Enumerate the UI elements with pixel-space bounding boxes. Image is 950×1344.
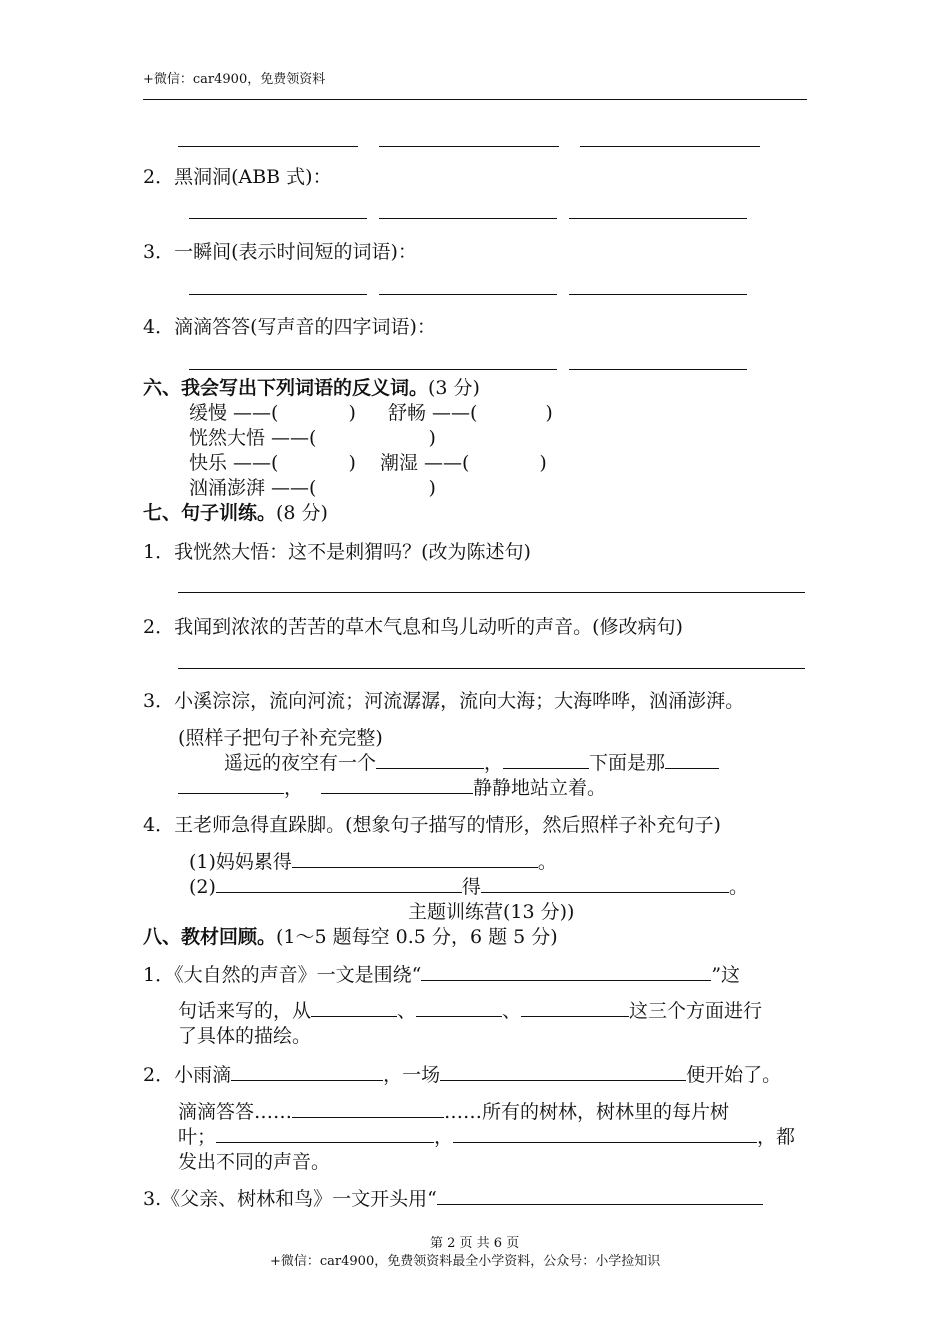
sentence-text: 3.《父亲、树林和鸟》一文开头用“ [143, 1188, 437, 1210]
section-6-title-text: 六、我会写出下列词语的反义词。 [143, 377, 429, 399]
section-7-title [143, 498, 328, 525]
question-7-4: 4．王老师急得直跺脚。(想象句子描写的情形，然后照样子补充句子) [143, 814, 721, 836]
antonym-word: 缓慢 ——( [189, 402, 279, 424]
antonym-word: 舒畅 ——( [387, 402, 478, 424]
fill-blank[interactable] [231, 1079, 383, 1081]
footer-note: +微信：car4900，免费领资料最全小学资料，公众号：小学捡知识 [270, 1254, 661, 1269]
antonym-word: 潮湿 ——( [379, 452, 470, 474]
question-8-1 [143, 960, 740, 987]
question-8-3 [143, 1184, 763, 1211]
question-7-1: 1．我恍然大悟：这不是刺猬吗？(改为陈述句) [143, 541, 531, 563]
sentence-text: ，都 [757, 1126, 796, 1148]
fill-blank[interactable] [503, 767, 589, 769]
sentence-text: 、 [397, 1000, 417, 1022]
antonym-row-4 [189, 473, 436, 500]
sentence-text: 、 [502, 1000, 522, 1022]
sentence-text: 1．《大自然的声音》一文是围绕“ [143, 964, 422, 986]
question-8-2-line-b [178, 1097, 729, 1124]
section-8-score: (1～5 题每空 0.5 分，6 题 5 分) [276, 926, 558, 948]
fill-blank[interactable] [292, 1116, 444, 1118]
paren-close: ) [428, 427, 436, 449]
sentence-text: 下面是那 [589, 752, 666, 774]
theme-camp-heading: 主题训练营(13 分)) [408, 901, 575, 923]
fill-blank[interactable] [421, 979, 711, 981]
question-7-3-instruction: (照样子把句子补充完整) [178, 727, 383, 749]
fill-blank[interactable] [311, 1015, 397, 1017]
answer-line[interactable] [569, 369, 747, 370]
answer-line[interactable] [178, 592, 805, 593]
fill-blank[interactable] [440, 1079, 686, 1081]
fill-blank[interactable] [481, 891, 729, 893]
question-7-3: 3．小溪淙淙，流向河流；河流潺潺，流向大海；大海哗哗，汹涌澎湃。 [143, 690, 745, 712]
answer-line[interactable] [379, 218, 557, 219]
sentence-text: 句话来写的，从 [178, 1000, 312, 1022]
sentence-text: 遥远的夜空有一个 [224, 752, 377, 774]
paren-close: ) [348, 452, 356, 474]
sentence-text: ……所有的树林，树林里的每片树 [444, 1101, 730, 1123]
answer-line[interactable] [178, 146, 358, 147]
antonym-word: 恍然大悟 ——( [189, 427, 317, 449]
sentence-text: (1)妈妈累得 [189, 851, 292, 873]
answer-line[interactable] [178, 668, 805, 669]
question-7-4-2 [189, 872, 748, 899]
fill-blank[interactable] [453, 1141, 757, 1143]
sentence-text: ， [484, 752, 504, 774]
page-number: 第 2 页 共 6 页 [430, 1236, 520, 1251]
paren-close: ) [348, 402, 356, 424]
question-8-2-line-d: 发出不同的声音。 [178, 1151, 331, 1173]
section-7-score: (8 分) [276, 502, 328, 524]
sentence-text: 叶； [178, 1126, 217, 1148]
question-8-2 [143, 1060, 781, 1087]
fill-blank[interactable] [292, 866, 538, 868]
sentence-text: 静静地站立着。 [473, 777, 607, 799]
answer-line[interactable] [569, 294, 747, 295]
sentence-text: 2．小雨滴 [143, 1064, 232, 1086]
sentence-text: 得 [461, 876, 481, 898]
answer-line[interactable] [189, 218, 367, 219]
sentence-text: ”这 [711, 964, 741, 986]
fill-blank[interactable] [321, 792, 473, 794]
question-7-2: 2．我闻到浓浓的苦苦的草木气息和鸟儿动听的声音。(修改病句) [143, 616, 683, 638]
answer-line[interactable] [379, 146, 559, 147]
question-8-2-line-c [178, 1122, 795, 1149]
fill-blank[interactable] [376, 767, 484, 769]
question-8-1-line-b [178, 996, 762, 1023]
antonym-row-1 [189, 398, 553, 425]
answer-line[interactable] [379, 294, 557, 295]
header-note: +微信：car4900，免费领资料 [143, 72, 326, 87]
fill-blank[interactable] [416, 1015, 502, 1017]
sentence-text: ，一场 [383, 1064, 441, 1086]
fill-blank[interactable] [521, 1015, 629, 1017]
sentence-text: 这三个方面进行 [629, 1000, 763, 1022]
sentence-text: (2) [189, 876, 216, 898]
question-7-3-line-b [178, 773, 606, 800]
header-rule [143, 99, 807, 100]
section-6-score: (3 分) [428, 377, 480, 399]
sentence-text: 。 [537, 851, 557, 873]
question-8-1-line-c: 了具体的描绘。 [178, 1025, 312, 1047]
question-5-2: 2．黑洞洞(ABB 式)： [143, 166, 332, 188]
question-5-4: 4．滴滴答答(写声音的四字词语)： [143, 316, 436, 338]
antonym-row-3 [189, 448, 547, 475]
answer-line[interactable] [580, 146, 760, 147]
section-8-title-text: 八、教材回顾。 [143, 926, 277, 948]
fill-blank[interactable] [216, 891, 462, 893]
question-7-3-line-a [224, 748, 719, 775]
fill-blank[interactable] [665, 767, 719, 769]
section-7-title-text: 七、句子训练。 [143, 502, 277, 524]
sentence-text: 。 [728, 876, 748, 898]
fill-blank[interactable] [178, 792, 284, 794]
paren-close: ) [545, 402, 553, 424]
fill-blank[interactable] [216, 1141, 434, 1143]
antonym-word: 汹涌澎湃 ——( [189, 477, 317, 499]
answer-line[interactable] [569, 218, 747, 219]
paren-close: ) [539, 452, 547, 474]
sentence-text: 滴滴答答…… [178, 1101, 293, 1123]
sentence-text: ， [434, 1126, 454, 1148]
section-8-title [143, 922, 558, 949]
antonym-word: 快乐 ——( [189, 452, 279, 474]
fill-blank[interactable] [437, 1203, 763, 1205]
answer-line[interactable] [189, 369, 557, 370]
question-5-3: 3．一瞬间(表示时间短的词语)： [143, 241, 417, 263]
sentence-text: 便开始了。 [686, 1064, 782, 1086]
sentence-text: ， [284, 777, 304, 799]
paren-close: ) [428, 477, 436, 499]
answer-line[interactable] [189, 294, 367, 295]
antonym-row-2 [189, 423, 436, 450]
question-7-4-1 [189, 847, 557, 874]
section-6-title [143, 373, 480, 400]
